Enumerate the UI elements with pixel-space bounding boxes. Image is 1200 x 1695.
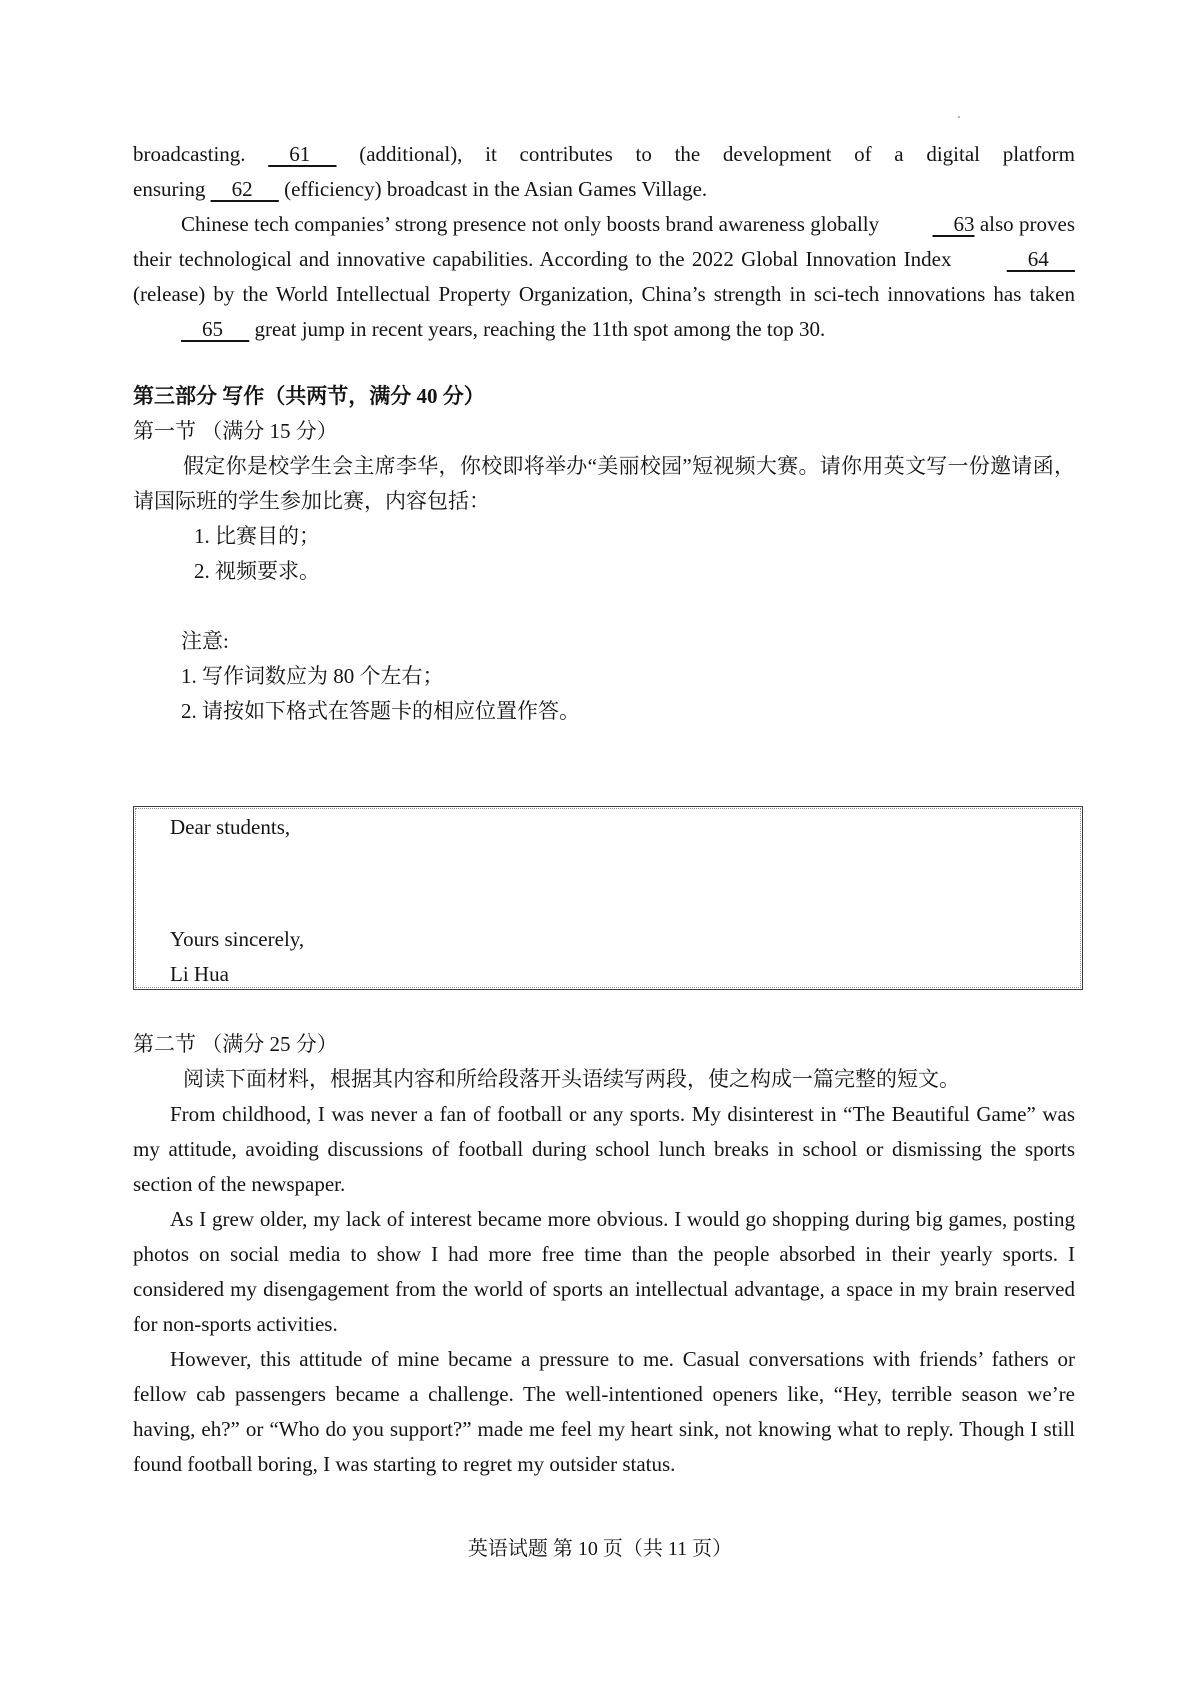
requirement-item: 2. 视频要求。	[194, 559, 320, 583]
requirement-item: 1. 比赛目的；	[194, 524, 320, 548]
blank-61: 61	[268, 142, 337, 166]
passage-text: broadcasting.	[133, 142, 269, 166]
letter-format-box	[133, 806, 1083, 990]
passage-text: ensuring	[133, 177, 211, 201]
passage-continuation	[133, 137, 1075, 729]
passage-text: (release) by the World Intellectual Property Organization, China’s strength in sci-tech innovations has taken	[133, 282, 1075, 306]
blank-64: 64	[1006, 247, 1075, 271]
blank-62: 62	[210, 177, 279, 201]
section1-heading: 第一节 （满分 15 分）	[133, 419, 338, 443]
passage-text: (efficiency) broadcast in the Asian Games Village.	[278, 177, 708, 201]
spacer	[133, 589, 1075, 624]
passage-text: great jump in recent years, reaching the 11th spot among the top 30.	[249, 317, 826, 341]
passage-line-1	[133, 137, 1075, 172]
section1-prompt: 假定你是校学生会主席李华，你校即将举办“美丽校园”短视频大赛。请你用英文写一份邀请函，请国际班的学生参加比赛，内容包括：	[133, 454, 1075, 513]
passage-text: Chinese tech companies’ strong presence not only boosts brand awareness globally	[181, 212, 885, 236]
passage-line-2	[133, 172, 1075, 207]
blank-63: 63	[932, 212, 975, 236]
letter-closing: Yours sincerely,	[170, 927, 305, 951]
note-item: 2. 请按如下格式在答题卡的相应位置作答。	[181, 699, 580, 723]
letter-signature: Li Hua	[170, 962, 229, 986]
section2-instruction: 阅读下面材料，根据其内容和所给段落开头语续写两段，使之构成一篇完整的短文。	[183, 1067, 960, 1091]
part3-heading: 第三部分 写作（共两节，满分 40 分）	[133, 384, 485, 408]
passage-paragraph-2	[133, 207, 1075, 347]
passage-text: (additional), it contributes to the development of a digital platform	[336, 142, 1076, 166]
scan-speck	[958, 116, 960, 118]
story-paragraph: However, this attitude of mine became a pressure to me. Casual conversations with friends’ fathers or fellow cab passengers became a challenge. The well-intentioned openers like, “Hey, terrible season we’re having, eh?” or “Who do you support?” made me feel my heart sink, not knowing what to reply. Though I still found football boring, I was starting to regret my outsider status.	[133, 1347, 1075, 1476]
blank-65: 65	[181, 317, 250, 341]
note-label: 注意:	[181, 629, 229, 653]
section2	[133, 1027, 1075, 1482]
story-paragraph: From childhood, I was never a fan of football or any sports. My disinterest in “The Beautiful Game” was my attitude, avoiding discussions of football during school lunch breaks in school or dismissing the sports section of the newspaper.	[133, 1102, 1075, 1196]
story-paragraph: As I grew older, my lack of interest became more obvious. I would go shopping during big games, posting photos on social media to show I had more free time than the people absorbed in their yearly sports. I considered my disengagement from the world of sports an intellectual advantage, a space in my brain reserved for non-sports activities.	[133, 1207, 1075, 1336]
passage-text: also proves their technological and innovative capabilities. According to the 2022 Global Innovation Index	[133, 212, 1075, 271]
note-item: 1. 写作词数应为 80 个左右；	[181, 664, 444, 688]
section2-heading: 第二节 （满分 25 分）	[133, 1032, 338, 1056]
page-footer: 英语试题 第 10 页（共 11 页）	[467, 1538, 733, 1560]
letter-greeting: Dear students,	[170, 815, 291, 839]
